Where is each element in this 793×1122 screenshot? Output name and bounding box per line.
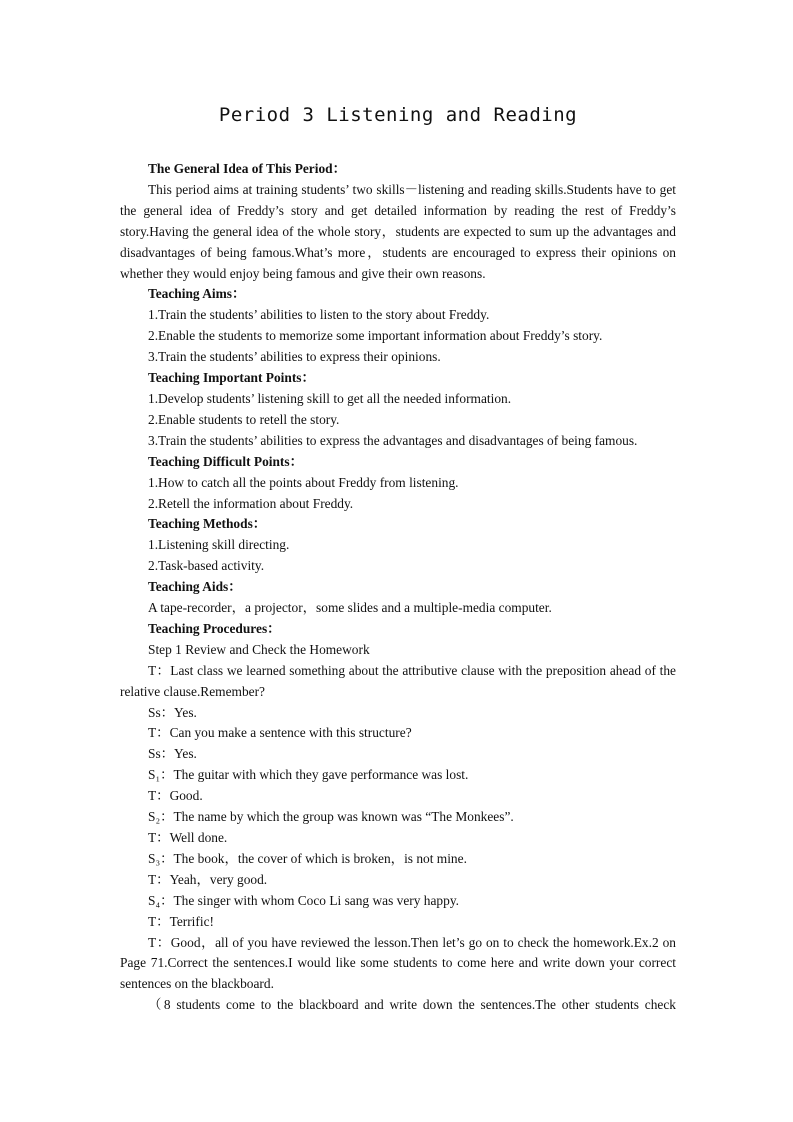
difficult-points-heading: Teaching Difficult Points： (148, 453, 303, 469)
methods-heading: Teaching Methods： (148, 516, 267, 532)
dialogue-line: T：Yeah，very good. (148, 871, 268, 887)
difficult-points-item: 2.Retell the information about Freddy. (148, 495, 354, 511)
dialogue-line: T：Terrific! (148, 913, 214, 929)
aids-text: A tape-recorder，a projector，some slides and a multiple-media computer. (148, 600, 552, 616)
aims-item: 2.Enable the students to memorize some important information about Freddy’s story. (148, 328, 603, 344)
aims-item: 1.Train the students’ abilities to listen to the story about Freddy. (148, 307, 490, 323)
dialogue-line: T：Can you make a sentence with this structure? (148, 725, 412, 741)
aids-heading: Teaching Aids： (148, 579, 242, 595)
page-title: Period 3 Listening and Reading (218, 104, 578, 126)
aims-heading: Teaching Aims： (148, 286, 246, 302)
difficult-points-item: 1.How to catch all the points about Freddy from listening. (148, 474, 459, 490)
dialogue-line: S₂：The name by which the group was known was “The Monkees”. (148, 809, 514, 825)
procedure-note: （8 students come to the blackboard and write down the sentences.The other students check (148, 997, 676, 1013)
dialogue-line: S₁：The guitar with which they gave performance was lost. (148, 767, 469, 783)
methods-item: 1.Listening skill directing. (148, 537, 290, 553)
dialogue-line: T：Well done. (148, 830, 228, 845)
methods-item: 2.Task-based activity. (148, 558, 265, 574)
dialogue-line: T：Good，all of you have reviewed the lesson.Then let’s go on to check the homework.Ex.2 on Page 71.Correct the sentences.I would like some students to come here and write down your correct sentences on the blackboard. (120, 934, 676, 992)
dialogue-line: T：Last class we learned something about the attributive clause with the preposition ahead of the relative clause.Remember? (120, 662, 676, 699)
aims-item: 3.Train the students’ abilities to express their opinions. (148, 349, 441, 365)
dialogue-line: Ss：Yes. (148, 704, 197, 720)
general-idea-text: This period aims at training students’ two skills－listening and reading skills.Students have to get the general idea of Freddy’s story and get detailed information by reading the rest of Freddy’s story.Having the general idea of the whole story，students are expected to sum up the advantages and disadvantages of being famous.What’s more，students are encouraged to express their opinions on whether they would enjoy being famous and give their own reasons. (120, 181, 676, 281)
procedures-heading: Teaching Procedures： (148, 620, 281, 636)
important-points-item: 2.Enable students to retell the story. (148, 411, 340, 427)
dialogue-line: Ss：Yes. (148, 746, 197, 762)
dialogue-line: S₄：The singer with whom Coco Li sang was very happy. (148, 892, 459, 908)
important-points-item: 1.Develop students’ listening skill to get all the needed information. (148, 390, 512, 406)
dialogue-line: S₃：The book，the cover of which is broken，is not mine. (148, 850, 467, 866)
step-heading: Step 1 Review and Check the Homework (148, 641, 370, 657)
dialogue-line: T：Good. (148, 788, 203, 804)
important-points-heading: Teaching Important Points： (148, 370, 315, 386)
important-points-item: 3.Train the students’ abilities to express the advantages and disadvantages of being famous. (148, 432, 638, 448)
document-body (120, 159, 676, 1016)
general-idea-heading: The General Idea of This Period： (148, 161, 347, 176)
